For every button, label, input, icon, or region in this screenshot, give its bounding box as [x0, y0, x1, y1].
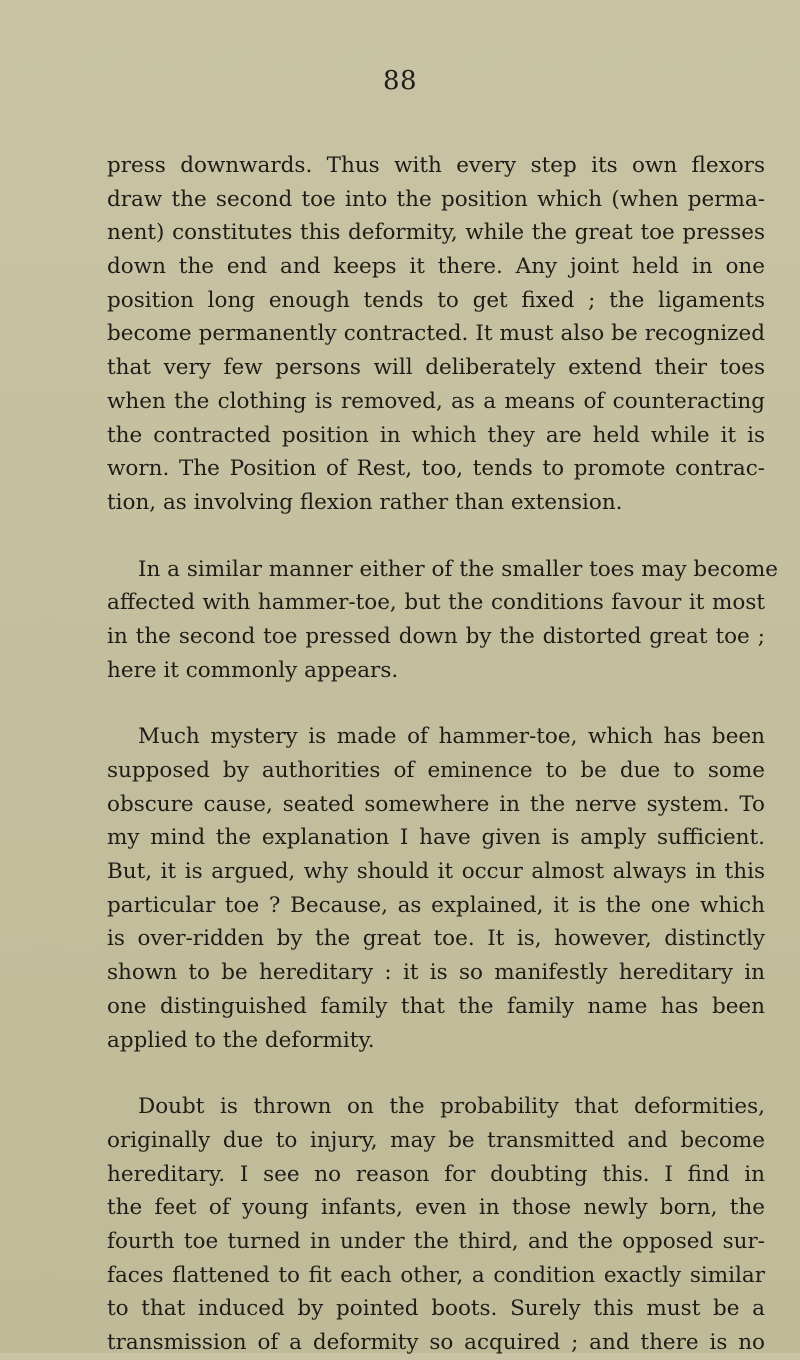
- text-line: tion, as involving flexion rather than extension.: [107, 489, 623, 515]
- text-line: But, it is argued, why should it occur almost always in this: [107, 859, 765, 885]
- text-line: one distinguished family that the family name has been: [107, 993, 765, 1019]
- text-line: shown to be hereditary : it is so manifestly hereditary in: [107, 960, 765, 986]
- text-line: is over-ridden by the great toe. It is, however, distinctly: [107, 926, 765, 952]
- paragraph-gap: [107, 687, 765, 720]
- text-line: obscure cause, seated somewhere in the nerve system. To: [107, 791, 765, 817]
- text-line: fourth toe turned in under the third, and the opposed sur-: [107, 1228, 765, 1254]
- text-line: to that induced by pointed boots. Surely this must be a: [107, 1296, 765, 1322]
- text-line: position long enough tends to get fixed ; the ligaments: [107, 287, 765, 313]
- paragraph-gap: [107, 520, 765, 553]
- text-line: In a similar manner either of the smaller toes may become: [138, 556, 779, 582]
- text-line: originally due to injury, may be transmitted and become: [107, 1127, 765, 1153]
- paragraph: [107, 553, 779, 688]
- text-line: affected with hammer-toe, but the conditions favour it most: [107, 590, 765, 616]
- text-line: Much mystery is made of hammer-toe, which has been: [138, 724, 765, 750]
- text-line: the feet of young infants, even in those newly born, the: [107, 1195, 765, 1221]
- paragraph: [107, 149, 765, 520]
- text-line: press downwards. Thus with every step its own flexors: [107, 153, 765, 178]
- text-line: down the end and keeps it there. Any joint held in one: [107, 254, 765, 280]
- text-line: applied to the deformity.: [107, 1027, 375, 1053]
- page-number: 88: [382, 66, 418, 96]
- text-line: worn. The Position of Rest, too, tends to promote contrac-: [107, 456, 765, 482]
- text-line: when the clothing is removed, as a means of counteracting: [107, 388, 765, 414]
- text-line: faces flattened to fit each other, a condition exactly similar: [107, 1262, 765, 1288]
- text-line: in the second toe pressed down by the distorted great toe ;: [107, 623, 765, 649]
- text-line: that very few persons will deliberately extend their toes: [107, 355, 765, 381]
- text-line: supposed by authorities of eminence to be due to some: [107, 758, 765, 783]
- paragraph: [107, 1090, 765, 1360]
- text-line: here it commonly appears.: [107, 657, 399, 683]
- text-line: particular toe ? Because, as explained, it is the one which: [107, 892, 765, 918]
- text-line: my mind the explanation I have given is amply sufficient.: [107, 825, 765, 851]
- text-line: become permanently contracted. It must also be recognized: [107, 321, 765, 347]
- text-line: nent) constitutes this deformity, while the great toe presses: [107, 220, 765, 246]
- text-line: hereditary. I see no reason for doubting this. I find in: [107, 1161, 765, 1187]
- text-line: the contracted position in which they are held while it is: [107, 422, 765, 448]
- body-text: [107, 149, 779, 1360]
- text-line: Doubt is thrown on the probability that deformities,: [138, 1094, 765, 1120]
- paragraph: [107, 720, 765, 1057]
- text-line: transmission of a deformity so acquired ; and there is no: [107, 1330, 765, 1355]
- paragraph-gap: [107, 1057, 765, 1090]
- text-line: draw the second toe into the position which (when perma-: [107, 186, 765, 212]
